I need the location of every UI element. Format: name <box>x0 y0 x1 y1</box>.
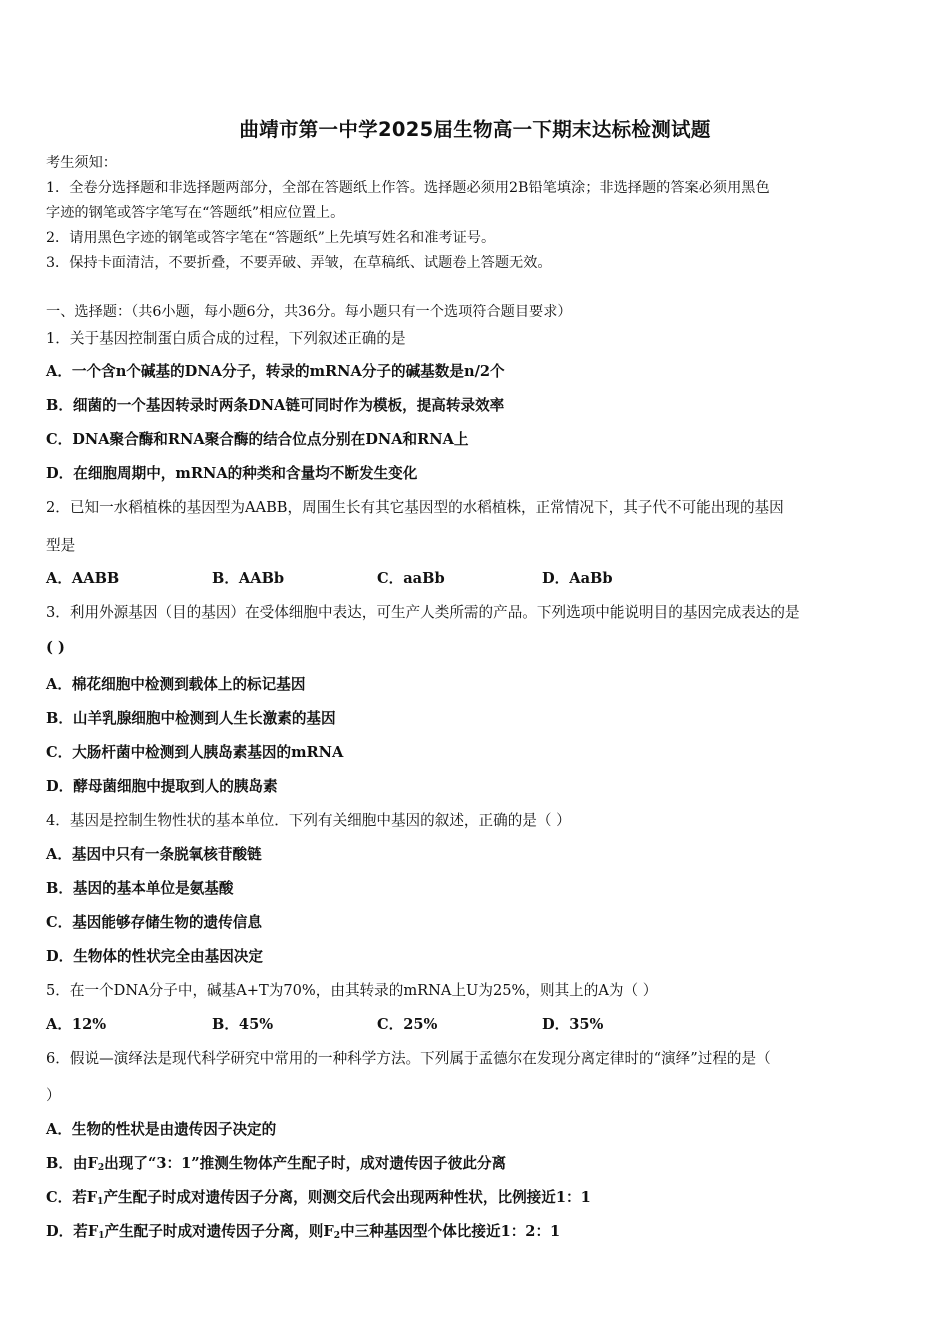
q5-option-b: B．45% <box>212 1016 274 1033</box>
question-1-stem: 1．关于基因控制蛋白质合成的过程，下列叙述正确的是 <box>46 330 406 347</box>
notice-item: 1．全卷分选择题和非选择题两部分，全部在答题纸上作答。选择题必须用2B铅笔填涂；非选择题的答案必须用黑色 <box>46 180 770 196</box>
question-2-stem-cont: 型是 <box>46 537 76 554</box>
question-3-blank: ( ) <box>46 639 65 656</box>
question-6-stem: 6．假说—演绎法是现代科学研究中常用的一种科学方法。下列属于孟德尔在发现分离定律时的“演绎”过程的是（ <box>46 1050 771 1067</box>
q2-option-b: B．AABb <box>212 570 285 587</box>
q4-option-d: D．生物体的性状完全由基因决定 <box>46 948 263 965</box>
notice-heading: 考生须知： <box>46 155 117 171</box>
q3-option-a: A．棉花细胞中检测到载体上的标记基因 <box>46 676 306 693</box>
q1-option-a: A．一个含n个碱基的DNA分子，转录的mRNA分子的碱基数是n/2个 <box>46 363 505 380</box>
q3-option-b: B．山羊乳腺细胞中检测到人生长激素的基因 <box>46 710 336 727</box>
q6-option-c: C．若$F_1$产生配子时成对遗传因子分离，则测交后代会出现两种性状，比例接近1：1 <box>46 1189 591 1207</box>
q2-option-c: C．aaBb <box>377 570 445 587</box>
q3-option-d: D．酵母菌细胞中提取到人的胰岛素 <box>46 778 278 795</box>
q2-option-a: A．AABB <box>46 570 120 587</box>
notice-item: 字迹的钢笔或答字笔写在“答题纸”相应位置上。 <box>46 205 345 221</box>
question-6-stem-cont: ） <box>46 1087 61 1104</box>
q3-option-c: C．大肠杆菌中检测到人胰岛素基因的mRNA <box>46 744 344 761</box>
q1-option-b: B．细菌的一个基因转录时两条DNA链可同时作为模板，提高转录效率 <box>46 397 505 414</box>
q4-option-b: B．基因的基本单位是氨基酸 <box>46 880 234 897</box>
question-5-stem: 5．在一个DNA分子中，碱基A+T为70%，由其转录的mRNA上U为25%，则其上的A为（ ） <box>46 982 658 999</box>
q5-option-a: A．12% <box>46 1016 107 1033</box>
q4-option-c: C．基因能够存储生物的遗传信息 <box>46 914 262 931</box>
q2-option-d: D．AaBb <box>542 570 613 587</box>
q4-option-a: A．基因中只有一条脱氧核苷酸链 <box>46 846 262 863</box>
section-heading: 一、选择题：（共6小题，每小题6分，共36分。每小题只有一个选项符合题目要求） <box>46 304 572 320</box>
question-4-stem: 4．基因是控制生物性状的基本单位．下列有关细胞中基因的叙述，正确的是（ ） <box>46 812 571 829</box>
question-2-stem: 2．已知一水稻植株的基因型为AABB，周围生长有其它基因型的水稻植株，正常情况下，其子代不可能出现的基因 <box>46 499 784 516</box>
q5-option-d: D．35% <box>542 1016 604 1033</box>
q6-option-d: D．若$F_1$产生配子时成对遗传因子分离，则$F_2$中三种基因型个体比接近1：2：1 <box>46 1223 561 1241</box>
q6-option-b: B．由$F_2$出现了“3：1”推测生物体产生配子时，成对遗传因子彼此分离 <box>46 1155 507 1173</box>
q5-option-c: C．25% <box>377 1016 438 1033</box>
q1-option-c: C．DNA聚合酶和RNA聚合酶的结合位点分别在DNA和RNA上 <box>46 431 469 448</box>
q6-option-a: A．生物的性状是由遗传因子决定的 <box>46 1121 277 1138</box>
notice-item: 2．请用黑色字迹的钢笔或答字笔在“答题纸”上先填写姓名和准考证号。 <box>46 230 496 246</box>
notice-item: 3．保持卡面清洁，不要折叠，不要弄破、弄皱，在草稿纸、试题卷上答题无效。 <box>46 255 552 271</box>
q1-option-d: D．在细胞周期中，mRNA的种类和含量均不断发生变化 <box>46 465 418 482</box>
page-title: 曲靖市第一中学2025届生物高一下期末达标检测试题 <box>239 118 711 141</box>
question-3-stem: 3．利用外源基因（目的基因）在受体细胞中表达，可生产人类所需的产品。下列选项中能说明目的基因完成表达的是 <box>46 604 800 621</box>
